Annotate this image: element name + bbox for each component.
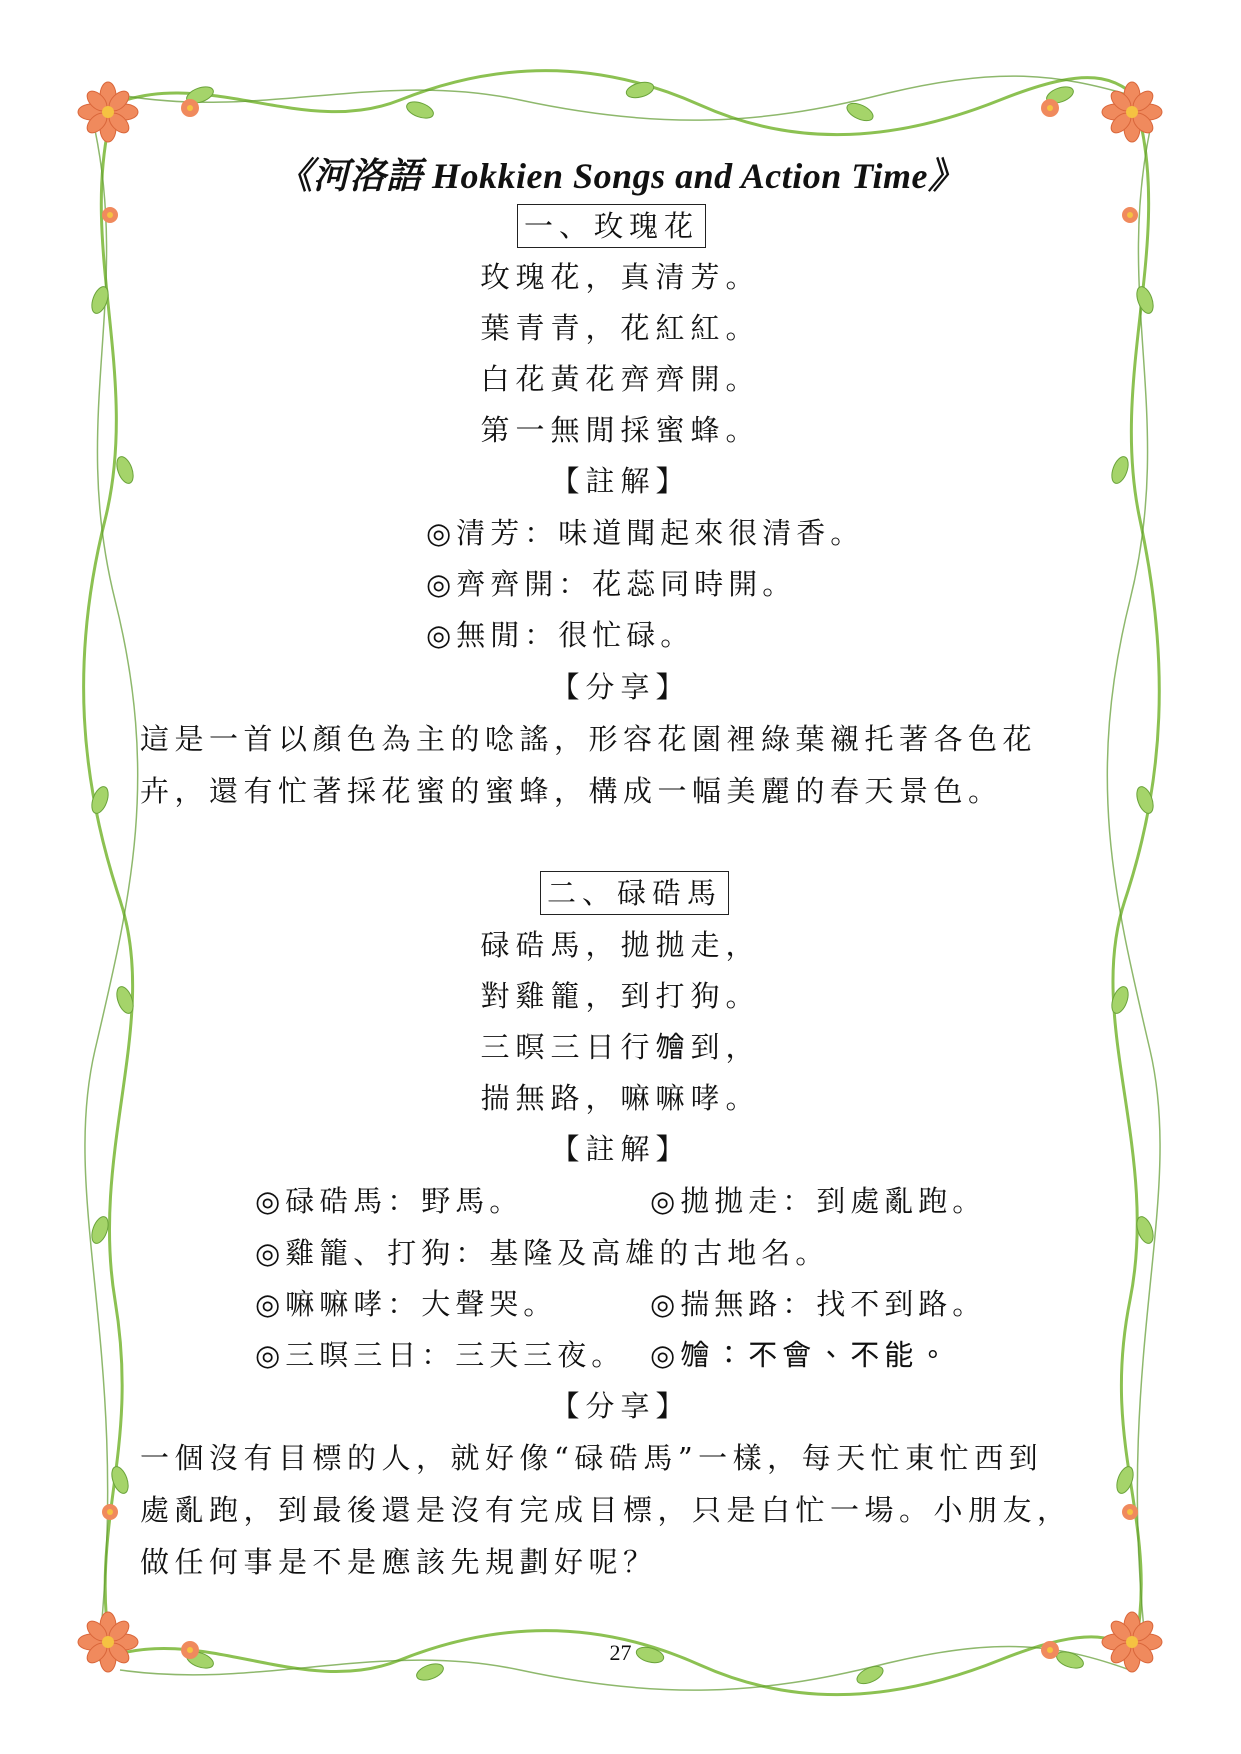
song2-lyric-line: 對雞籠，到打狗。 [480, 979, 761, 1013]
song2-notes-heading: 【註解】 [550, 1132, 691, 1166]
song2-lyric-line: 三暝三日行𣍐到， [480, 1030, 761, 1064]
song1-note: ◎無閒：很忙碌。 [426, 618, 695, 652]
page-title: 《河洛語 Hokkien Songs and Action Time》 [276, 156, 965, 196]
song2-note: ◎雞籠、打狗：基隆及高雄的古地名。 [255, 1236, 830, 1270]
page-number: 27 [609, 1640, 632, 1665]
song2-note: ◎嘛嘛哮：大聲哭。 [255, 1287, 558, 1321]
song2-note: ◎拋拋走：到處亂跑。 [650, 1184, 987, 1218]
song1-lyric-line: 白花黃花齊齊開。 [480, 362, 761, 396]
song1-lyric-line: 葉青青，花紅紅。 [480, 311, 761, 345]
song1-note: ◎齊齊開：花蕊同時開。 [426, 567, 797, 601]
song1-share-text: 這是一首以顏色為主的唸謠，形容花園裡綠葉襯托著各色花 [140, 722, 1038, 756]
song2-note: ◎揣無路：找不到路。 [650, 1287, 987, 1321]
song1-note: ◎清芳：味道聞起來很清香。 [426, 516, 865, 550]
song2-share-heading: 【分享】 [550, 1389, 691, 1423]
song2-share-text: 做任何事是不是應該先規劃好呢？ [140, 1545, 658, 1579]
song1-lyric-line: 第一無閒採蜜蜂。 [480, 413, 761, 447]
song2-heading: 二、碌硞馬 [540, 871, 729, 915]
song1-share-text: 卉，還有忙著採花蜜的蜜蜂，構成一幅美麗的春天景色。 [140, 774, 1003, 808]
song2-lyric-line: 碌硞馬，拋拋走， [480, 928, 761, 962]
song2-note: ◎𣍐：不會、不能。 [650, 1338, 953, 1372]
song2-share-text: 一個沒有目標的人，就好像“碌硞馬”一樣，每天忙東忙西到 [140, 1441, 1044, 1475]
song2-note: ◎碌硞馬：野馬。 [255, 1184, 524, 1218]
song2-note: ◎三暝三日：三天三夜。 [255, 1338, 626, 1372]
song2-lyric-line: 揣無路，嘛嘛哮。 [480, 1081, 761, 1115]
song1-notes-heading: 【註解】 [550, 464, 691, 498]
song2-share-text: 處亂跑，到最後還是沒有完成目標，只是白忙一場。小朋友， [140, 1493, 1072, 1527]
song1-lyric-line: 玫瑰花，真清芳。 [480, 260, 761, 294]
song1-heading: 一、玫瑰花 [517, 204, 706, 248]
song1-share-heading: 【分享】 [550, 670, 691, 704]
